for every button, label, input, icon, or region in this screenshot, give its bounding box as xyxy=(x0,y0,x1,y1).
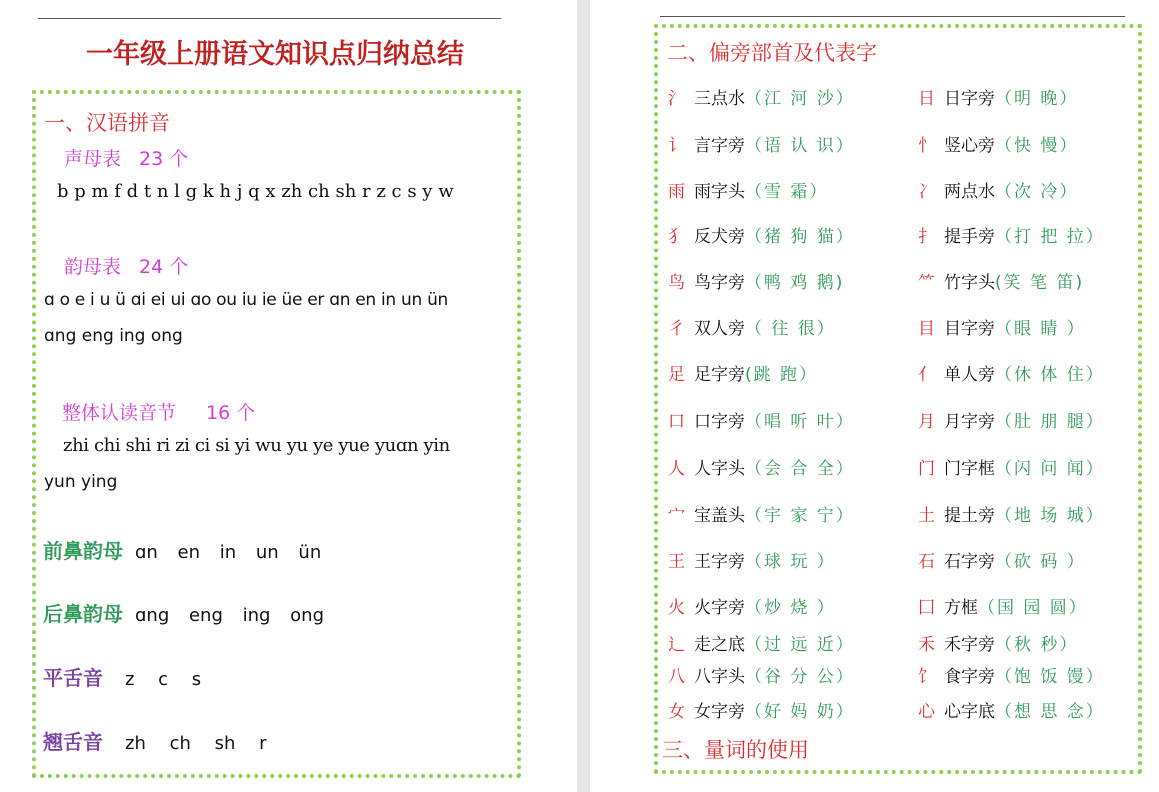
radical-name: 食字旁 xyxy=(944,667,995,687)
radical-symbol: 心 xyxy=(918,702,935,722)
radical-examples: （明 晚） xyxy=(995,89,1079,109)
syllables-line-1: zhi chi shi ri zi ci si yi wu yu ye yue yuɑn yin xyxy=(63,435,450,456)
radical-row-right xyxy=(918,131,1078,156)
radical-name: 火字旁 xyxy=(694,598,745,618)
radical-name: 禾字旁 xyxy=(944,635,995,655)
radical-examples: （江 河 沙） xyxy=(745,89,855,109)
radical-name: 双人旁 xyxy=(694,319,745,339)
radical-row-right xyxy=(918,268,1084,293)
radical-name: 竖心旁 xyxy=(944,136,995,156)
radical-name: 王字旁 xyxy=(694,552,745,572)
radical-examples: (笑 笔 笛) xyxy=(995,273,1085,293)
radical-symbol: ⺮ xyxy=(918,273,935,293)
radical-name: 鸟字旁 xyxy=(694,273,745,293)
retroflex-value: zh ch sh r xyxy=(125,733,267,754)
radical-row-left xyxy=(668,630,855,655)
radical-row-right xyxy=(918,662,1105,687)
radical-name: 单人旁 xyxy=(944,365,995,385)
radical-symbol: 囗 xyxy=(918,598,935,618)
radical-symbol: 石 xyxy=(918,552,935,572)
finals-line-1: ɑ o e i u ü ɑi ei ui ɑo ou iu ie üe er ɑn en in un ün xyxy=(44,290,449,310)
radical-examples: （猪 狗 猫） xyxy=(745,227,855,247)
radical-examples: （炒 烧 ） xyxy=(745,598,836,618)
radical-name: 八字头 xyxy=(694,667,745,687)
radical-symbol: 月 xyxy=(918,412,935,432)
radical-name: 竹字头 xyxy=(944,273,995,293)
radical-examples: （宇 家 宁） xyxy=(745,506,855,526)
radical-row-right xyxy=(918,630,1078,655)
initials-label: 声母表 xyxy=(64,148,122,170)
measure-words-heading: 三、量词的使用 xyxy=(662,738,809,762)
radical-row-left xyxy=(668,314,836,339)
radical-row-left xyxy=(668,407,855,432)
front-nasal-row xyxy=(43,535,321,564)
radical-examples: （雪 霜） xyxy=(745,182,829,202)
syllables-line-2: yun ying xyxy=(44,472,118,492)
radical-row-right xyxy=(918,501,1105,526)
radical-symbol: 宀 xyxy=(668,506,685,526)
radical-symbol: 门 xyxy=(918,459,935,479)
radical-examples: （快 慢） xyxy=(995,136,1079,156)
back-nasal-label: 后鼻韵母 xyxy=(43,602,123,626)
finals-label: 韵母表 xyxy=(64,256,122,278)
front-nasal-label: 前鼻韵母 xyxy=(43,539,123,563)
radical-row-left xyxy=(668,360,818,385)
radical-examples: （球 玩 ） xyxy=(745,552,836,572)
radical-symbol: 王 xyxy=(668,552,685,572)
page-gutter xyxy=(577,0,590,792)
radical-name: 走之底 xyxy=(694,635,745,655)
radical-symbol: 鸟 xyxy=(668,273,685,293)
radical-row-left xyxy=(668,84,855,109)
radical-examples: （想 思 念） xyxy=(995,702,1105,722)
radical-row-left xyxy=(668,268,844,293)
pinyin-heading: 一、汉语拼音 xyxy=(44,111,170,135)
radical-symbol: 火 xyxy=(668,598,685,618)
radical-symbol: 女 xyxy=(668,702,685,722)
radical-examples: （打 把 拉） xyxy=(995,227,1105,247)
radical-symbol: 讠 xyxy=(668,136,685,156)
radical-examples: （会 合 全） xyxy=(745,459,855,479)
radical-name: 方框 xyxy=(944,598,978,618)
top-rule xyxy=(38,18,501,19)
radical-examples: （唱 听 叶） xyxy=(745,412,855,432)
finals-count: 24 个 xyxy=(139,256,189,278)
radical-name: 石字旁 xyxy=(944,552,995,572)
radical-row-right xyxy=(918,314,1086,339)
right-page xyxy=(590,0,1159,792)
radical-examples: （休 体 住） xyxy=(995,365,1105,385)
radical-examples: (跳 跑） xyxy=(745,365,819,385)
radical-symbol: 目 xyxy=(918,319,935,339)
radical-examples: （饱 饭 馒） xyxy=(995,667,1105,687)
radical-symbol: 人 xyxy=(668,459,685,479)
top-rule xyxy=(660,16,1125,17)
radical-examples: （ 往 很） xyxy=(745,319,836,339)
radical-name: 言字旁 xyxy=(694,136,745,156)
radical-examples: （鸭 鸡 鹅) xyxy=(745,273,845,293)
back-nasal-value: ɑng eng ing ong xyxy=(135,605,325,626)
radical-name: 三点水 xyxy=(694,89,745,109)
radical-symbol: 土 xyxy=(918,506,935,526)
radical-name: 女字旁 xyxy=(694,702,745,722)
radicals-heading: 二、偏旁部首及代表字 xyxy=(667,41,877,65)
radical-symbol: 犭 xyxy=(668,227,685,247)
radical-symbol: 亻 xyxy=(918,365,935,385)
radical-row-left xyxy=(668,547,836,572)
initials-title xyxy=(64,144,188,171)
radical-name: 雨字头 xyxy=(694,182,745,202)
radical-examples: （谷 分 公） xyxy=(745,667,855,687)
radical-name: 口字旁 xyxy=(694,412,745,432)
front-nasal-value: ɑn en in un ün xyxy=(135,542,322,563)
syllables-label: 整体认读音节 xyxy=(62,402,177,424)
initials-count: 23 个 xyxy=(139,148,189,170)
radical-name: 宝盖头 xyxy=(694,506,745,526)
radical-examples: （语 认 识） xyxy=(745,136,855,156)
radical-row-right xyxy=(918,593,1088,618)
radical-name: 反犬旁 xyxy=(694,227,745,247)
radical-row-left xyxy=(668,131,855,156)
radical-row-right xyxy=(918,454,1105,479)
radical-examples: （地 场 城） xyxy=(995,506,1105,526)
radical-symbol: 扌 xyxy=(918,227,935,247)
radical-name: 心字底 xyxy=(944,702,995,722)
radical-row-right xyxy=(918,407,1105,432)
flat-tongue-row xyxy=(43,662,201,691)
radical-row-left xyxy=(668,177,828,202)
radical-name: 门字框 xyxy=(944,459,995,479)
back-nasal-row xyxy=(43,598,324,627)
radical-examples: （砍 码 ） xyxy=(995,552,1086,572)
syllables-title xyxy=(62,398,255,425)
radical-row-right xyxy=(918,84,1078,109)
radical-symbol: 氵 xyxy=(668,89,685,109)
radical-symbol: 忄 xyxy=(918,136,935,156)
radical-name: 目字旁 xyxy=(944,319,995,339)
radical-symbol: 足 xyxy=(668,365,685,385)
document-title: 一年级上册语文知识点归纳总结 xyxy=(86,39,464,70)
finals-line-2: ɑng eng ing ong xyxy=(44,326,183,346)
radical-examples: （国 园 圆） xyxy=(978,598,1088,618)
radical-symbol: 日 xyxy=(918,89,935,109)
radical-name: 提土旁 xyxy=(944,506,995,526)
radical-row-left xyxy=(668,501,855,526)
radical-name: 日字旁 xyxy=(944,89,995,109)
radical-row-right xyxy=(918,222,1105,247)
radical-name: 提手旁 xyxy=(944,227,995,247)
retroflex-label: 翘舌音 xyxy=(43,730,103,754)
radical-row-right xyxy=(918,547,1086,572)
radical-examples: （过 远 近） xyxy=(745,635,855,655)
radical-examples: （眼 睛 ） xyxy=(995,319,1086,339)
radical-row-left xyxy=(668,454,855,479)
finals-title xyxy=(64,252,188,279)
radical-row-right xyxy=(918,697,1105,722)
initials-letters: b p m f d t n l g k h j q x zh ch sh r z c s y w xyxy=(57,181,454,202)
radical-examples: （闪 问 闻） xyxy=(995,459,1105,479)
radical-name: 足字旁 xyxy=(694,365,745,385)
radical-name: 人字头 xyxy=(694,459,745,479)
radical-row-left xyxy=(668,593,836,618)
radical-row-left xyxy=(668,662,855,687)
radical-row-right xyxy=(918,177,1078,202)
radical-symbol: 饣 xyxy=(918,667,935,687)
radical-symbol: 八 xyxy=(668,667,685,687)
left-page xyxy=(0,0,577,792)
radical-name: 两点水 xyxy=(944,182,995,202)
radical-symbol: 口 xyxy=(668,412,685,432)
radical-examples: （肚 朋 腿） xyxy=(995,412,1105,432)
retroflex-row xyxy=(43,726,267,755)
radical-symbol: 彳 xyxy=(668,319,685,339)
radical-examples: （秋 秒） xyxy=(995,635,1079,655)
radical-row-right xyxy=(918,360,1105,385)
radical-symbol: 辶 xyxy=(668,635,685,655)
radical-examples: （好 妈 奶） xyxy=(745,702,855,722)
radical-examples: （次 冷） xyxy=(995,182,1079,202)
radical-row-left xyxy=(668,222,855,247)
radical-symbol: 冫 xyxy=(918,182,935,202)
flat-tongue-value: z c s xyxy=(125,669,202,690)
radical-symbol: 禾 xyxy=(918,635,935,655)
radical-symbol: 雨 xyxy=(668,182,685,202)
syllables-count: 16 个 xyxy=(206,402,256,424)
flat-tongue-label: 平舌音 xyxy=(43,666,103,690)
radical-name: 月字旁 xyxy=(944,412,995,432)
radical-row-left xyxy=(668,697,855,722)
